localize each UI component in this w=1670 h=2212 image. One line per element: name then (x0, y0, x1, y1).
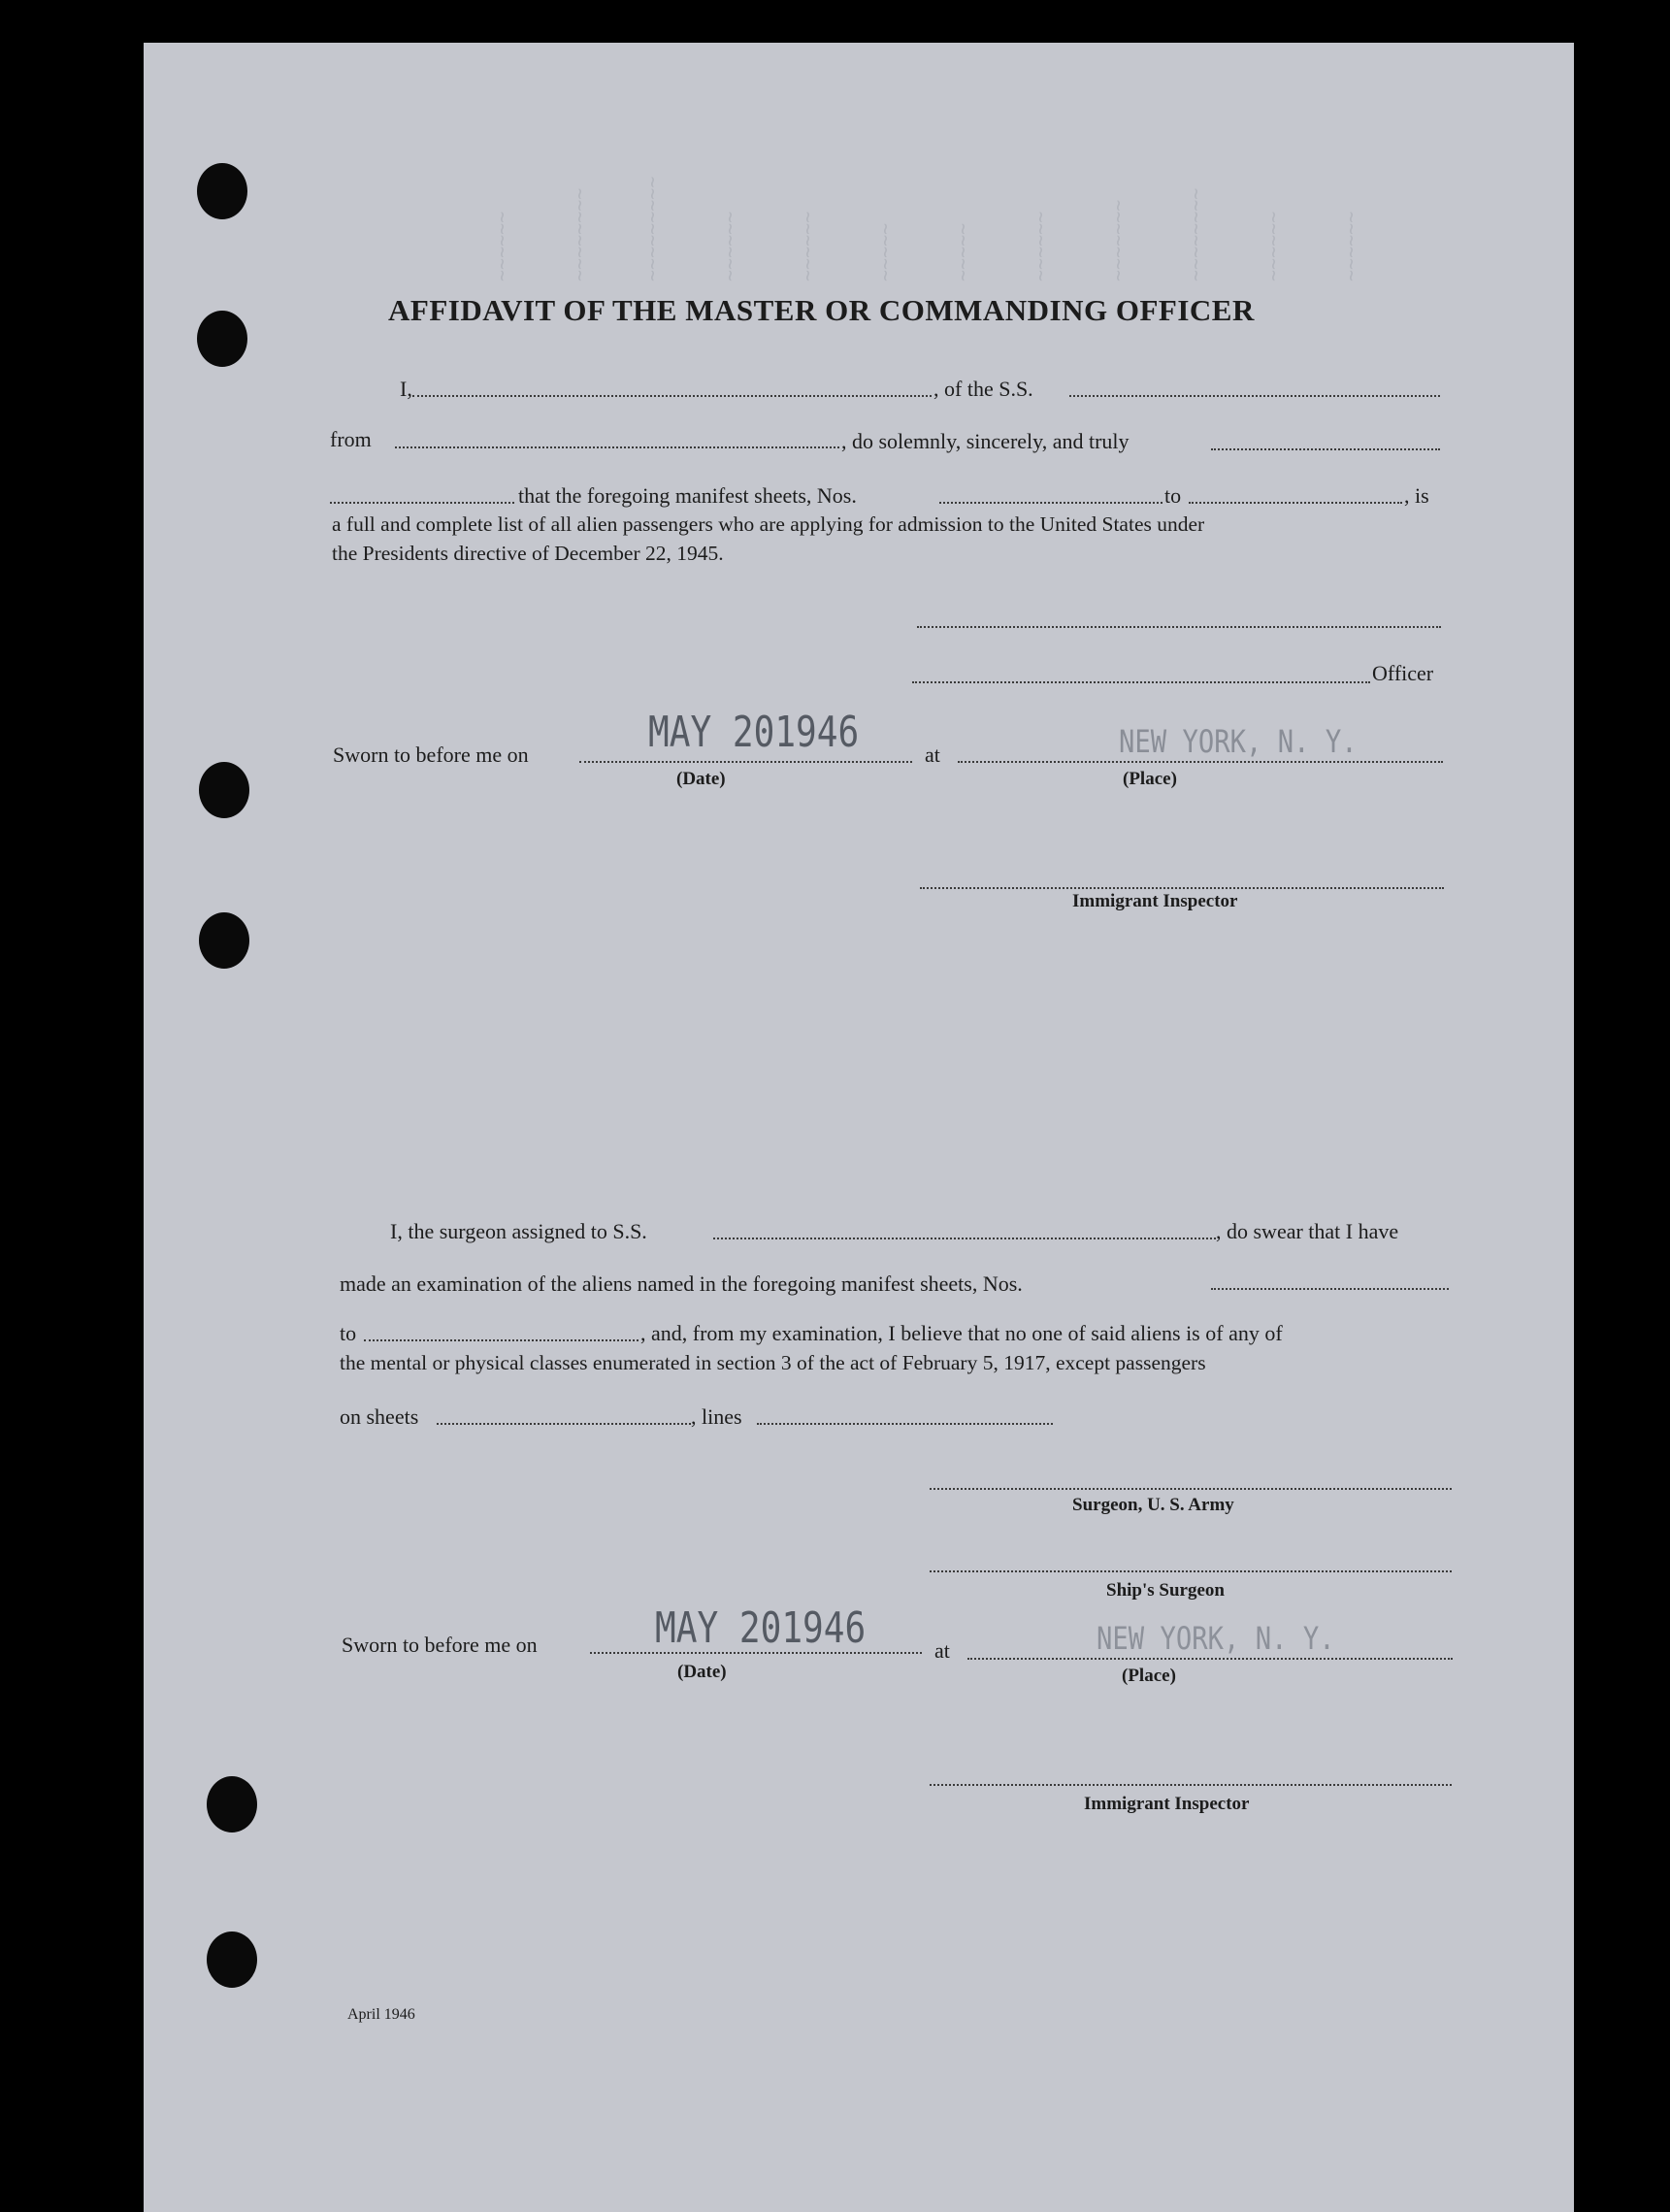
place-caption: (Place) (1123, 769, 1177, 789)
surgeon-line: made an examination of the aliens named in the foregoing manifest sheets, Nos. (340, 1271, 1023, 1296)
place-stamp: NEW YORK, N. Y. (1097, 1620, 1335, 1657)
surgeon-sheet-from-field[interactable] (1211, 1288, 1449, 1290)
officer-signature-line[interactable] (917, 626, 1441, 628)
from-port-field[interactable] (395, 446, 839, 448)
punch-hole (199, 912, 249, 969)
swear-text: , do swear that I have (1216, 1219, 1399, 1243)
master-name-field[interactable] (412, 395, 932, 397)
sworn-place-field[interactable] (958, 761, 1443, 763)
exception-sheets-field[interactable] (437, 1423, 691, 1425)
to-label: to (340, 1321, 357, 1345)
is-text: , is (1404, 483, 1429, 508)
to-label: to (1164, 483, 1182, 508)
punch-hole (199, 762, 249, 818)
sworn-label: Sworn to before me on (333, 743, 529, 767)
sworn-label: Sworn to before me on (342, 1633, 538, 1657)
date-stamp: MAY 201946 (655, 1603, 867, 1653)
place-caption: (Place) (1122, 1666, 1176, 1686)
on-sheets-label: on sheets (340, 1404, 419, 1429)
exception-lines-field[interactable] (757, 1423, 1053, 1425)
surgeon-line: , and, from my examination, I believe that no one of said aliens is of any of (640, 1321, 1283, 1345)
master-i-label: I, (400, 377, 412, 401)
inspector-label: Immigrant Inspector (1072, 891, 1238, 911)
form-sheet (144, 43, 1574, 2212)
place-stamp: NEW YORK, N. Y. (1119, 723, 1358, 760)
surgeon-army-signature-line[interactable] (930, 1488, 1452, 1490)
from-label: from (330, 427, 372, 451)
oath-continuation-field[interactable] (330, 502, 514, 504)
inspector-label: Immigrant Inspector (1084, 1794, 1250, 1814)
lines-label: , lines (691, 1404, 742, 1429)
inspector-signature-line[interactable] (930, 1784, 1452, 1786)
oath-field[interactable] (1211, 448, 1440, 450)
punch-hole (197, 163, 247, 219)
ship-name-field[interactable] (1069, 395, 1440, 397)
surgeon-line: I, the surgeon assigned to S.S. (390, 1219, 647, 1243)
ship-surgeon-signature-line[interactable] (930, 1570, 1452, 1572)
form-title: AFFIDAVIT OF THE MASTER OR COMMANDING OFFICER (388, 293, 1255, 327)
ship-label: , of the S.S. (933, 377, 1033, 401)
sworn-date-field[interactable] (579, 761, 912, 763)
officer-signature-line[interactable] (912, 681, 1370, 683)
punch-hole (207, 1776, 257, 1832)
punch-hole (207, 1931, 257, 1988)
solemnly-text: , do solemnly, sincerely, and truly (841, 429, 1130, 453)
sworn-place-field[interactable] (967, 1658, 1453, 1660)
date-stamp: MAY 201946 (648, 708, 860, 757)
officer-label: Officer (1372, 661, 1434, 685)
form-date: April 1946 (347, 2006, 415, 2023)
at-label: at (934, 1638, 950, 1663)
surgeon-ship-field[interactable] (713, 1238, 1216, 1239)
date-caption: (Date) (676, 769, 726, 789)
at-label: at (925, 743, 940, 767)
ship-surgeon-label: Ship's Surgeon (1106, 1580, 1225, 1601)
surgeon-army-label: Surgeon, U. S. Army (1072, 1495, 1234, 1515)
foregoing-text: that the foregoing manifest sheets, Nos. (518, 483, 857, 508)
statement-line: a full and complete list of all alien passengers who are applying for admission to the United States under (332, 512, 1205, 536)
inspector-signature-line[interactable] (920, 887, 1444, 889)
punch-hole (197, 311, 247, 367)
surgeon-sheet-to-field[interactable] (364, 1339, 639, 1341)
surgeon-line: the mental or physical classes enumerated in section 3 of the act of February 5, 1917, except passengers (340, 1351, 1206, 1374)
sheet-to-field[interactable] (1189, 502, 1402, 504)
statement-line: the Presidents directive of December 22, 1945. (332, 542, 724, 565)
date-caption: (Date) (677, 1662, 727, 1682)
sheet-from-field[interactable] (939, 502, 1162, 504)
